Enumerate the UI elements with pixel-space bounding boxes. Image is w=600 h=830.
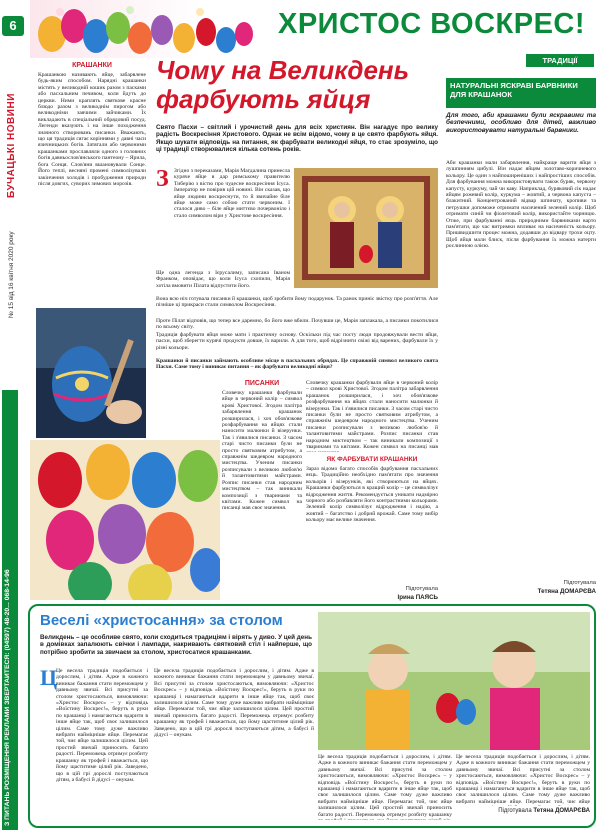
pysanky-signature-name: Ірина ПАЯСЬ xyxy=(397,594,438,601)
pysanky-text-continuation: Словечку крашанки фарбували яйце в червоний колір – символ крові Христової. Згодом палітра забарвлення крашанок розширилася, і хоч обов'язкове розфарбування на яйцях стали наносити малюнки й візерунки. Так і з'явилися писанки. З часом старі чисто писанки були не просто святковим атрибутом, а справжнім шедевром народного мистецтва. Ученим писанки розписували з великою любов'ю й талантовитими майстрами. Розпис писанки став народним мистецтвом – так виникали композиції з тваринами та квітами. Кожен символ на писанці мав xyxy=(306,380,438,451)
main-article-p6: Крашанки й писанки займають особливе місце в пасхальних обрядах. Це справжній символ великого свята Пасхи. Саме тому і виникає питання – як фарбувати великодні яйця? xyxy=(156,358,438,371)
fun-section-text-continuation: Це весела традиція подобається і дорослим, і дітям. Адже в кожного виникає бажання стати переможцем у давньому звичаї. Всі присутні за столом христосаються, вимовляючи: «Христос Воскрес» – у відповідь «Воїстину Воскрес!», беруть в руки по крашанці і намагаються вдарити в інше яйце так, щоб своє залишилося цілим. Саме тому дуже важливо вибрати найміцніше яйце. Перемагає той, чиє яйце залишилося цілим. Цей простий звичай приносить багато радості. Переможець отримує розбиту крашанку як трофей і вважається, що йому щаститиме цілий рік. Заведено, що в цій грі дорослі поступаються дітям, а бабусі й дідусі – онукам. xyxy=(154,668,314,739)
easter-eggs-decoration xyxy=(30,0,290,58)
fun-drop-cap: Ц xyxy=(40,665,58,690)
krashanky-heading: КРАШАНКИ xyxy=(72,62,112,69)
pysanky-signature-label: Підготувала xyxy=(405,586,438,592)
children-eggs-photo xyxy=(318,612,590,750)
main-article-p5: Традиція фарбувати яйця може мати і практичну основу. Оскільки під час посту люди продовжували вести яйця, пасхи, щоб зберегти курячі продукти довше, їх варили. А для того, щоб відрізнити свіжі від варених, фарбували їх у різні кольори. xyxy=(156,332,438,351)
section-label xyxy=(526,54,594,67)
main-article-p3: Вона всю ніч готувала писанки й крашанки, щоб зробити йому подарунок. Та ранок приніс звістку про розп'яття. Але пізніше ці прикраси стали символом Воскресіння. xyxy=(156,296,438,309)
page-number-badge xyxy=(2,16,24,36)
krashanky-text: Крашанкою називають яйце, забарвлене будь-яким способом. Нарядні крашанки містять у великодній кошик разом з пасками або пасхальним печивом, коли йдуть до церкви. Ними краплять святкове красне блюдо разом з великоднім пирогом або великодніми заячими зайчиками. Їх викладають в спеціальний обрядовий посуд. Легенди вказують і на інше походження значного створювань писанки. Вважають, що ця традиція сягає коріннями у давні часи язичницьких богів. Затягали або червоними крашанками прославляли одного з головних богів давньослов'янського пантеону – Ярила, бога Сонця. Слов'яни вшановували Сонце. Його теплі, весняні промені символізували закінчення холодів і пробудження природи після довгих, суворих зимових морозів. xyxy=(38,72,146,187)
natural-signature-name: Тетяна ДОМАРЄВА xyxy=(537,588,596,595)
pysanky-text-top xyxy=(306,380,438,452)
fun-section-text-continuation-3: Це весела традиція подобається і дорослим, і дітям. Адже в кожного виникає бажання стати переможцем у давньому звичаї. Всі присутні за столом христосаються, вимовляючи: «Христос Воскрес» – у відповідь «Воїстину Воскрес!», беруть в руки по крашанці і намагаються вдарити в інше яйце так, щоб своє залишилося цілим. Саме тому дуже важливо вибрати найміцніше яйце. Перемагає той, чиє яйце xyxy=(456,754,590,805)
banner-title: ХРИСТОС ВОСКРЕС! xyxy=(278,8,586,40)
main-article-p1: Згідно з переказами, Марія Магдалина принесла куряче яйце в дар римському правителю Тиберію з вістю про чудесне воскресіння Ісуса. Імператор не повірив цій новині. Він сказав, що яйце людини воскреснути, то й звичайне біле яйце може само собою стати червоним. І сталося диво – біле яйце миттєво почервоніло і стало символом віри у Христове воскресіння. xyxy=(174,168,290,219)
main-article-title: Чому на Великдень фарбують яйця xyxy=(156,55,410,114)
fun-section-text-col2 xyxy=(154,668,314,820)
egg-painting-photo xyxy=(36,308,146,438)
section-label-text: ТРАДИЦІЇ xyxy=(542,56,578,65)
fun-section-lead: Великдень – це особливе свято, коли сходиться традиціям і вірять у диво. У цей день в домівках запалюють свічки і лампади, накривають святковий стіл і найперше, що потрібно зробити за звичаєм за столом, христосатися крашанками. xyxy=(40,634,312,656)
paper-name: БУЧАЦЬКІ НОВИНИ xyxy=(6,93,17,198)
fun-signature-label: Підготувала xyxy=(498,808,532,814)
how-to-dye-heading: ЯК ФАРБУВАТИ КРАШАНКИ xyxy=(326,456,418,463)
drop-cap: З xyxy=(156,166,169,192)
fun-section-text-col4 xyxy=(456,754,590,806)
colored-eggs-photo xyxy=(30,440,220,600)
fun-signature-name: Тетяна ДОМАРЄВА xyxy=(533,808,590,814)
how-to-dye-text: Зараз відомо багато способів фарбування пасхальних яєць. Традиційно необхідно пам'ятати про значення кольорів і візерунків, які створюються на яйцях. Крашанки фарбуються в кращий колір – це символізує відродження життя. Рекомендується уникати надмірно чорного або розбавляти його контрастними кольорами. Зелений колір символізує відродження і надію, а жовтий – багатство і добрий врожай. Саме тому вибір кольору має велике значення. xyxy=(306,466,438,524)
natural-dyes-lead: Для того, аби крашанки були яскравими та безпечними, особливо для дітей, важливо використовувати натуральні барвники. xyxy=(446,112,596,134)
fun-signature xyxy=(456,808,590,814)
pysanky-text: Словечку крашанки фарбували яйце в червоний колір – символ крові Христової. Згодом палітра забарвлення крашанок розширилася, і хоч обов'язкове розфарбування на яйцях стали наносити малюнки й візерунки. Так і з'явилися писанки. З часом старі чисто писанки були не просто святковим атрибутом, а справжнім шедевром народного мистецтва. Ученим писанки розписували з великою любов'ю й талантовитими майстрами. Розпис писанки став народним мистецтвом – так виникали композиції з тваринами та квітами. Кожен символ на писанці мав своє значення. xyxy=(222,390,302,512)
natural-dyes-text: Аби крашанки мали забарвлення, найкраще варити яйця з лушпинням цибулі. Він надає яйцям золотаво-коричневого кольору. Це один з найпоширеніших і найпростіших способів. Для фарбування можна використовувати також буряк, червону капусту, куркуму, чай чи каву. Наприклад, буряковий сік надає яйцям рожевий колір, куркума – жовтий, а червона капуста – блакитний. Концентрований відвар шпинату, кропиви та петрушки допоможе отримати насичений зелений колір. Щоб отримати синій чи фіолетовий колір, використайте чорницю. Отже, при фарбуванні яєць природними барвниками варто пам'ятати, що час витримки впливає на насиченість кольору. Пришвидшити процес можна, додавши до відвару трохи оцту. Щоб яйця мали блиск, після фарбування їх можна натерти рослинною олією. xyxy=(446,160,596,250)
fun-section-text: Це весела традиція подобається і дорослим, і дітям. Адже в кожного виникає бажання стати переможцем у давньому звичаї. Всі присутні за столом христосаються, вимовляючи: «Христос Воскрес» – у відповідь «Воїстину Воскрес!», беруть в руки по крашанці і намагаються вдарити в інше яйце так, щоб своє залишилося цілим. Саме тому дуже важливо вибрати найміцніше яйце. Перемагає той, чиє яйце залишилося цілим. Цей простий звичай приносить багато радості. Переможець отримує розбиту крашанку як трофей і вважається, що йому щаститиме цілий рік. Заведено, що в цій грі дорослі поступаються дітям, а бабусі й дідусі – онукам. xyxy=(56,668,148,783)
fun-section-title: Веселі «христосання» за столом xyxy=(40,612,283,629)
natural-dyes-title: НАТУРАЛЬНІ ЯСКРАВІ БАРВНИКИ ДЛЯ КРАШАНОК xyxy=(450,81,578,99)
main-article-p2: Ще одна легенда з Ієрусалиму, записана Іваном Франком, оповідає, що коли Ісуса схопили, Марія хотіла вмовити Пілата відпустити його. xyxy=(156,270,290,289)
main-article-lead: Свято Пасхи – світлий і урочистий день для всіх християн. Він нагадує про велику радість Воскресіння Христового. Однак не всім відомо, чому в це свято фарбують яйця. Якщо шукати відповідь на питання, як фарбувати великодні яйця, то стає зрозуміло, що ці традиції створювалися кілька сотень років. xyxy=(156,124,438,154)
issue-date: № 15 від 16 квітня 2020 року xyxy=(8,231,15,318)
pysanky-heading: ПИСАНКИ xyxy=(244,380,280,387)
page-number: 6 xyxy=(9,18,17,33)
main-article-p4: Проте Пілат відповів, що тепер все даремно, бо його вже вбили. Почувши це, Марія заплакала, а писанки покотилися по всьому світу. xyxy=(156,318,438,331)
icon-photo xyxy=(294,168,438,288)
ads-phone: З ПИТАНЬ РОЗМІЩЕННЯ РЕКЛАМИ ЗВЕРТАЙТЕСЯ: (04597) 48-20... 068-14-96 xyxy=(4,569,11,826)
natural-signature-label: Підготувала xyxy=(563,580,596,586)
fun-section-text-col3 xyxy=(318,754,452,820)
fun-section-text-continuation-2: Це весела традиція подобається і дорослим, і дітям. Адже в кожного виникає бажання стати переможцем у давньому звичаї. Всі присутні за столом христосаються, вимовляючи: «Христос Воскрес» – у відповідь «Воїстину Воскрес!», беруть в руки по крашанці і намагаються вдарити в інше яйце так, щоб своє залишилося цілим. Саме тому дуже важливо вибрати найміцніше яйце. Перемагає той, чиє яйце залишилося цілим. Цей простий звичай приносить багато радості. Переможець отримує розбиту крашанку xyxy=(318,754,452,818)
